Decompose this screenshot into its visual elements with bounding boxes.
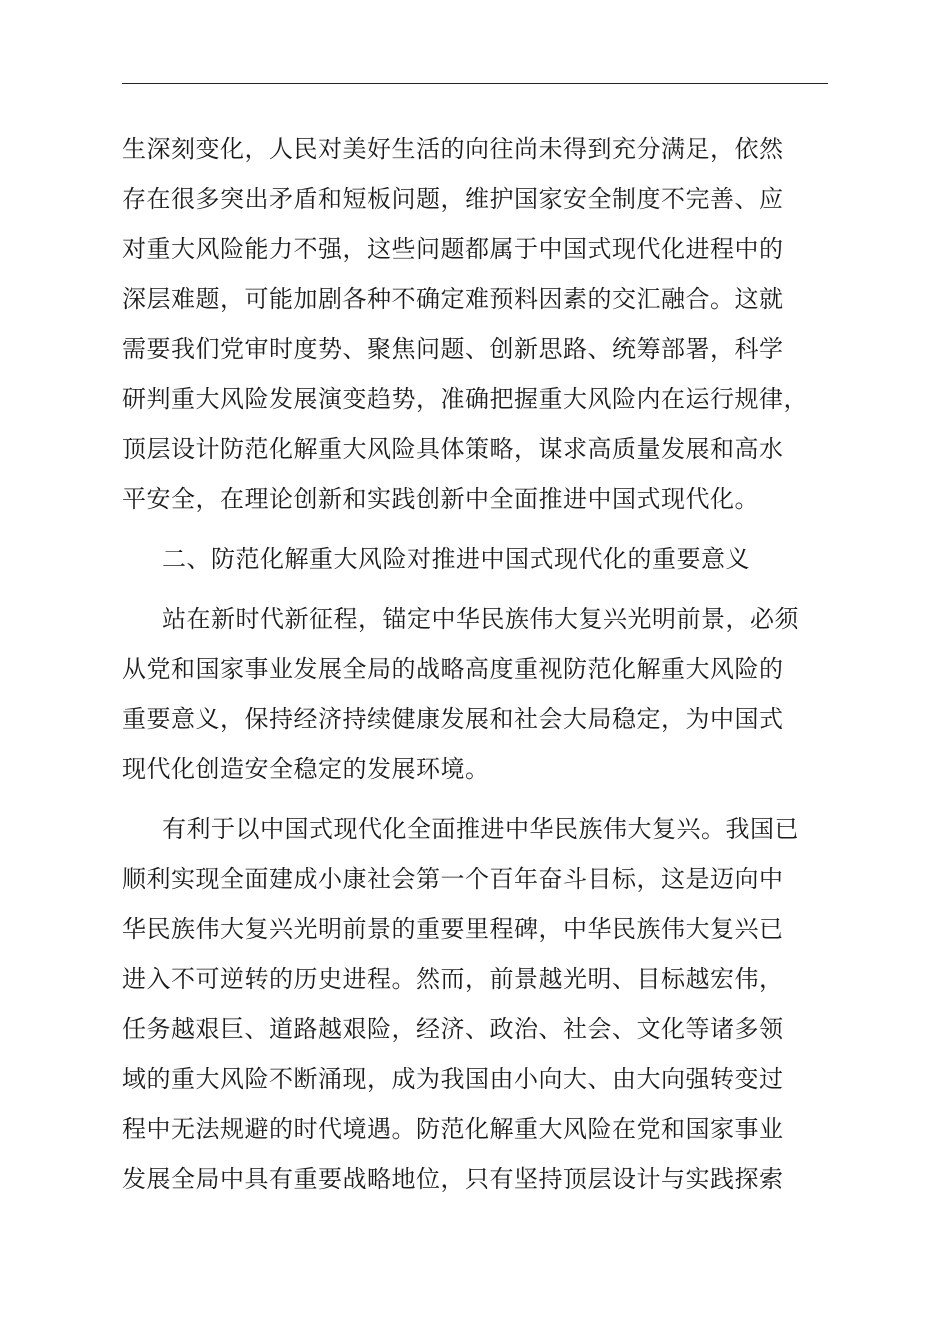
document-body [122, 124, 828, 1204]
text-line: 顺利实现全面建成小康社会第一个百年奋斗目标，这是迈向中 [122, 865, 784, 893]
text-line: 重要意义，保持经济持续健康发展和社会大局稳定，为中国式 [122, 705, 784, 733]
text-line: 站在新时代新征程，锚定中华民族伟大复兴光明前景，必须 [162, 605, 799, 633]
text-line: 平安全，在理论创新和实践创新中全面推进中国式现代化。 [122, 485, 759, 513]
text-line: 生深刻变化，人民对美好生活的向往尚未得到充分满足，依然 [122, 135, 784, 163]
text-line: 对重大风险能力不强，这些问题都属于中国式现代化进程中的 [122, 235, 784, 263]
section-heading: 二、防范化解重大风险对推进中国式现代化的重要意义 [162, 545, 750, 573]
text-line: 需要我们党审时度势、聚焦问题、创新思路、统筹部署，科学 [122, 335, 784, 363]
text-line: 程中无法规避的时代境遇。防范化解重大风险在党和国家事业 [122, 1115, 784, 1143]
paragraph-3 [122, 804, 828, 1204]
text-line: 域的重大风险不断涌现，成为我国由小向大、由大向强转变过 [122, 1065, 784, 1093]
text-line: 研判重大风险发展演变趋势，准确把握重大风险内在运行规律， [122, 385, 808, 413]
paragraph-2 [122, 594, 828, 794]
text-line: 深层难题，可能加剧各种不确定难预料因素的交汇融合。这就 [122, 285, 784, 313]
text-line: 存在很多突出矛盾和短板问题，维护国家安全制度不完善、应 [122, 185, 784, 213]
text-line: 华民族伟大复兴光明前景的重要里程碑，中华民族伟大复兴已 [122, 915, 784, 943]
paragraph-1 [122, 124, 828, 524]
text-line: 顶层设计防范化解重大风险具体策略，谋求高质量发展和高水 [122, 435, 784, 463]
text-line: 发展全局中具有重要战略地位，只有坚持顶层设计与实践探索 [122, 1165, 784, 1193]
text-line: 进入不可逆转的历史进程。然而，前景越光明、目标越宏伟， [122, 965, 784, 993]
header-rule [122, 83, 828, 84]
text-line: 任务越艰巨、道路越艰险，经济、政治、社会、文化等诸多领 [122, 1015, 784, 1043]
text-line: 从党和国家事业发展全局的战略高度重视防范化解重大风险的 [122, 655, 784, 683]
text-line: 现代化创造安全稳定的发展环境。 [122, 755, 490, 783]
text-line: 有利于以中国式现代化全面推进中华民族伟大复兴。我国已 [162, 815, 799, 843]
